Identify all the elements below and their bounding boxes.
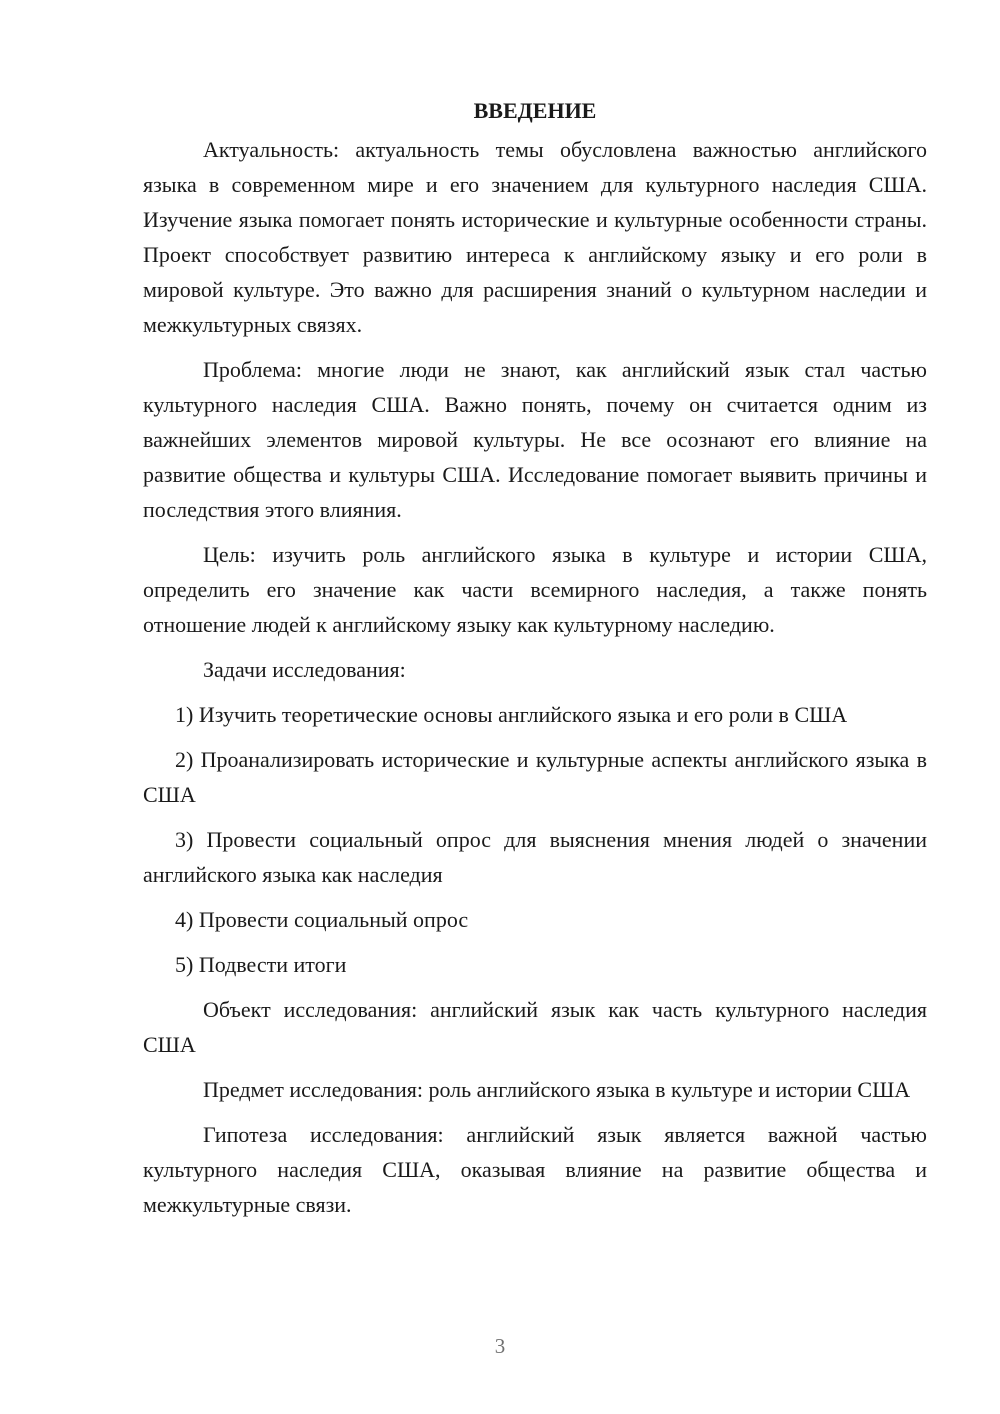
task-item-2: 2) Проанализировать исторические и культурные аспекты английского языка в США — [143, 747, 927, 807]
relevance-paragraph: Актуальность: актуальность темы обусловлена важностью английского языка в современном мире и его значением для культурного наследия США. Изучение языка помогает понять исторические и культурные особенности страны. Проект способствует развитию интереса к английскому языку и его роли в мировой культуре. Это важно для расширения знаний о культурном наследии и межкультурных связях. — [143, 137, 927, 337]
object-paragraph: Объект исследования: английский язык как часть культурного наследия США — [143, 997, 927, 1057]
subject-paragraph: Предмет исследования: роль английского языка в культуре и истории США — [203, 1077, 911, 1102]
section-title: ВВЕДЕНИЕ — [473, 98, 597, 123]
task-item-3: 3) Провести социальный опрос для выяснения мнения людей о значении английского языка как наследия — [143, 827, 927, 887]
goal-paragraph: Цель: изучить роль английского языка в культуре и истории США, определить его значение как части всемирного наследия, а также понять отношение людей к английскому языку как культурному наследию. — [143, 542, 927, 637]
problem-paragraph: Проблема: многие люди не знают, как английский язык стал частью культурного наследия США. Важно понять, почему он считается одним из важнейших элементов мировой культуры. Не все осознают его влияние на развитие общества и культуры США. Исследование помогает выявить причины и последствия этого влияния. — [143, 357, 927, 522]
task-item-5: 5) Подвести итоги — [175, 952, 347, 977]
task-item-1: 1) Изучить теоретические основы английского языка и его роли в США — [175, 702, 848, 727]
tasks-heading: Задачи исследования: — [203, 657, 406, 682]
document-body — [143, 96, 927, 1222]
page-number: 3 — [494, 1334, 506, 1358]
hypothesis-paragraph: Гипотеза исследования: английский язык является важной частью культурного наследия США, оказывая влияние на развитие общества и межкультурные связи. — [143, 1122, 927, 1217]
task-item-4: 4) Провести социальный опрос — [175, 907, 469, 932]
